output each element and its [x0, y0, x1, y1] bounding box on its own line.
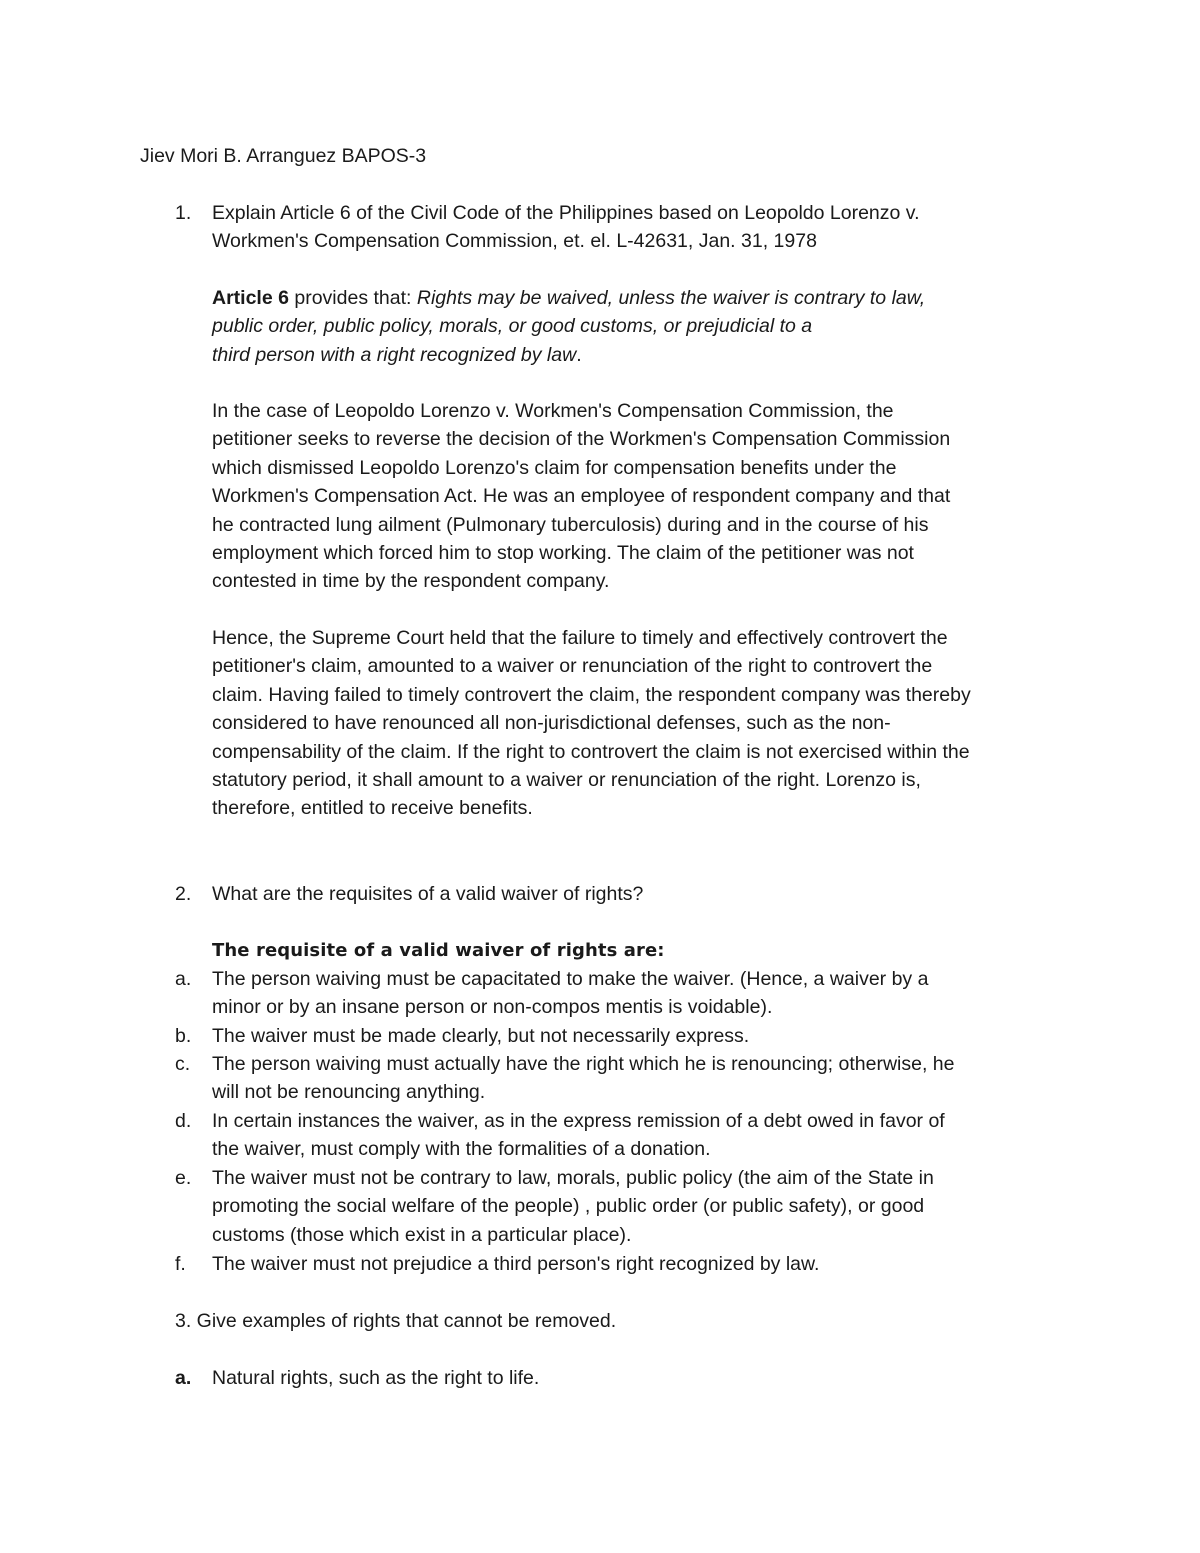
article-6-paragraph: Article 6 provides that: Rights may be waived, unless the waiver is contrary to law, public order, public policy, morals, or good customs, or prejudicial to a third person with a right recognized by law.: [212, 287, 926, 366]
question-3: 3. Give examples of rights that cannot be removed.: [175, 1310, 617, 1332]
author-line: Jiev Mori B. Arranguez BAPOS-3: [140, 145, 427, 167]
document-page: Jiev Mori B. Arranguez BAPOS-3 1. Explain Article 6 of the Civil Code of the Philippines based on Leopoldo Lorenzo v. Workmen's Compensation Commission, et. el. L-42631, Jan. 31, 1978 Article 6 provides that: Rights may be waived, unless the waiver is contrary to law, public order, public policy, morals, or good customs, or prejudicial to a third person with a right recognized by law. In the case of Leopoldo Lorenzo v. Workmen's Compensation Commission, the petitioner seeks to reverse the decision of the Workmen's Compensation Commission which dismissed Leopoldo Lorenzo's claim for compensation benefits under the Workmen's Compensation Act. He was an employee of respondent company and that he contracted lung ailment (Pulmonary tuberculosis) during and in the course of his employment which forced him to stop working. The claim of the petitioner was not contested in time by the respondent company. Hence, the Supreme Court held that the failure to timely and effectively controvert the petitioner's claim, amounted to a waiver or renunciation of the right to controvert the claim. Having failed to timely controvert the claim, the respondent company was thereby considered to have renounced all non-jurisdictional defenses, such as the non- compensability of the claim. If the right to controvert the claim is not exercised within the statutory period, it shall amount to a waiver or renunciation of the right. Lorenzo is, therefore, entitled to receive benefits. 2. What are the requisites of a valid waiver of rights? The requisite of a valid waiver of rights are: a. The person waiving must be capacitated to make the waiver. (Hence, a waiver by a minor or by an insane person or non-compos mentis is voidable). b. The waiver must be made clearly, but not necessarily express. c. The person waiving must actually have the right which he is renouncing; otherwise, he will not be renouncing anything. d. In certain instances the waiver, as in the express remission of a debt owed in favor of the waiver, must comply with the formalities of a donation. e. The waiver must not be contrary to law, morals, public policy (the aim of the State in promoting the social welfare of the people) , public order (or public safety), or good customs (those which exist in a particular place). f. The waiver must not prejudice a third person's right recognized by law. 3. Give examples of rights that cannot be removed. a. Natural rights, such as the right to life.: [0, 0, 1200, 1553]
question-number: 1.: [175, 202, 192, 224]
list-item: a. Natural rights, such as the right to life.: [175, 1367, 540, 1389]
article-label: Article 6: [212, 287, 289, 309]
question-number: 2.: [175, 883, 192, 905]
holding-paragraph: Hence, the Supreme Court held that the failure to timely and effectively controvert the petitioner's claim, amounted to a waiver or renunciation of the right to controvert the claim. Having failed to timely controvert the claim, the respondent company was thereby considered to have renounced all non-jurisdictional defenses, such as the non- compensability of the claim. If the right to controvert the claim is not exercised within the statutory period, it shall amount to a waiver or renunciation of the right. Lorenzo is, therefore, entitled to receive benefits.: [212, 627, 971, 820]
question-text: What are the requisites of a valid waiver of rights?: [212, 883, 644, 905]
question-text: Explain Article 6 of the Civil Code of the Philippines based on Leopoldo Lorenzo v. Workmen's Compensation Commission, et. el. L-42631, Jan. 31, 1978: [212, 202, 920, 253]
case-paragraph: In the case of Leopoldo Lorenzo v. Workmen's Compensation Commission, the petitioner seeks to reverse the decision of the Workmen's Compensation Commission which dismissed Leopoldo Lorenzo's claim for compensation benefits under the Workmen's Compensation Act. He was an employee of respondent company and that he contracted lung ailment (Pulmonary tuberculosis) during and in the course of his employment which forced him to stop working. The claim of the petitioner was not contested in time by the respondent company.: [212, 400, 951, 593]
requisites-heading: The requisite of a valid waiver of rights are:: [212, 940, 665, 961]
